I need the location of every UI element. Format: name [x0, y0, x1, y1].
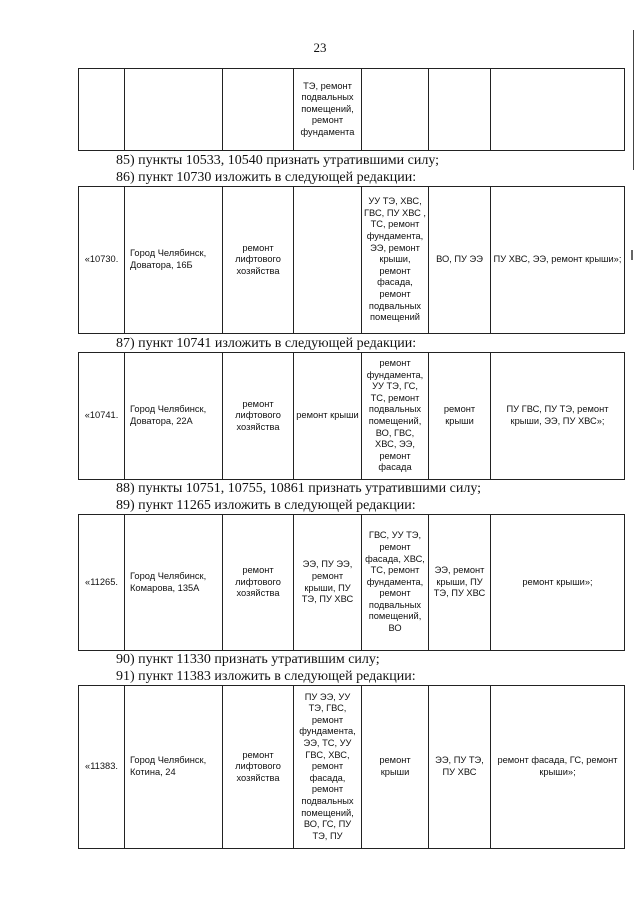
cell-address: Город Челябинск, Комарова, 135А: [125, 515, 223, 651]
cell-col7: ремонт фасада, ГС, ремонт крыши»;: [491, 686, 625, 849]
cell-col6: ЭЭ, ремонт крыши, ПУ ТЭ, ПУ ХВС: [429, 515, 491, 651]
cell-col7: ПУ ГВС, ПУ ТЭ, ремонт крыши, ЭЭ, ПУ ХВС»;: [491, 353, 625, 480]
instruction-85: 85) пункты 10533, 10540 признать утратившими силу;: [116, 153, 440, 168]
cell-col4: ТЭ, ремонт подвальных помещений, ремонт фундамента: [294, 69, 362, 151]
scan-margin-line: [633, 30, 634, 170]
page-number: 23: [313, 40, 327, 55]
cell-address: [125, 69, 223, 151]
table-continuation: [78, 68, 625, 151]
cell-col3: ремонт лифтового хозяйства: [223, 353, 294, 480]
cell-col5: ремонт фундамента, УУ ТЭ, ГС, ТС, ремонт подвальных помещений, ВО, ГВС, ХВС, ЭЭ, ремонт фасада: [362, 353, 429, 480]
cell-col4: [294, 187, 362, 334]
instruction-91: 91) пункт 11383 изложить в следующей редакции:: [116, 669, 416, 684]
cell-address: Город Челябинск, Доватора, 16Б: [125, 187, 223, 334]
instruction-88: 88) пункты 10751, 10755, 10861 признать утратившими силу;: [116, 481, 482, 496]
cell-col7: ПУ ХВС, ЭЭ, ремонт крыши»;: [491, 187, 625, 334]
cell-col3: [223, 69, 294, 151]
cell-col6: ВО, ПУ ЭЭ: [429, 187, 491, 334]
cell-col5: ГВС, УУ ТЭ, ремонт фасада, ХВС, ТС, ремонт фундамента, ремонт подвальных помещений, ВО: [362, 515, 429, 651]
table-row: [79, 515, 625, 651]
cell-col3: ремонт лифтового хозяйства: [223, 515, 294, 651]
cell-col6: ремонт крыши: [429, 353, 491, 480]
cell-col3: ремонт лифтового хозяйства: [223, 187, 294, 334]
cell-col5: ремонт крыши: [362, 686, 429, 849]
cell-col4: ремонт крыши: [294, 353, 362, 480]
table-11383: [78, 685, 625, 849]
cell-number: «11383.: [79, 686, 125, 849]
cell-col4: ПУ ЭЭ, УУ ТЭ, ГВС, ремонт фундамента, ЭЭ, ТС, УУ ГВС, ХВС, ремонт фасада, ремонт подвальных помещений, ВО, ГС, ПУ ТЭ, ПУ: [294, 686, 362, 849]
cell-col6: [429, 69, 491, 151]
table-11265: [78, 514, 625, 651]
cell-col7: [491, 69, 625, 151]
cell-number: «10730.: [79, 187, 125, 334]
table-row: [79, 353, 625, 480]
cell-address: Город Челябинск, Доватора, 22А: [125, 353, 223, 480]
table-row: [79, 69, 625, 151]
cell-col3: ремонт лифтового хозяйства: [223, 686, 294, 849]
instruction-87: 87) пункт 10741 изложить в следующей редакции:: [116, 336, 417, 351]
cell-col5: [362, 69, 429, 151]
table-10741: [78, 352, 625, 480]
cell-col6: ЭЭ, ПУ ТЭ, ПУ ХВС: [429, 686, 491, 849]
instruction-86: 86) пункт 10730 изложить в следующей редакции:: [116, 170, 417, 185]
scan-margin-mark: [631, 250, 633, 260]
table-row: [79, 187, 625, 334]
instruction-90: 90) пункт 11330 признать утратившим силу;: [116, 652, 380, 667]
cell-col7: ремонт крыши»;: [491, 515, 625, 651]
cell-number: [79, 69, 125, 151]
cell-address: Город Челябинск, Котина, 24: [125, 686, 223, 849]
table-10730: [78, 186, 625, 334]
instruction-89: 89) пункт 11265 изложить в следующей редакции:: [116, 498, 416, 513]
cell-number: «11265.: [79, 515, 125, 651]
cell-col4: ЭЭ, ПУ ЭЭ, ремонт крыши, ПУ ТЭ, ПУ ХВС: [294, 515, 362, 651]
cell-col5: УУ ТЭ, ХВС, ГВС, ПУ ХВС , ТС, ремонт фундамента, ЭЭ, ремонт крыши, ремонт фасада, ремонт подвальных помещений: [362, 187, 429, 334]
cell-number: «10741.: [79, 353, 125, 480]
table-row: [79, 686, 625, 849]
